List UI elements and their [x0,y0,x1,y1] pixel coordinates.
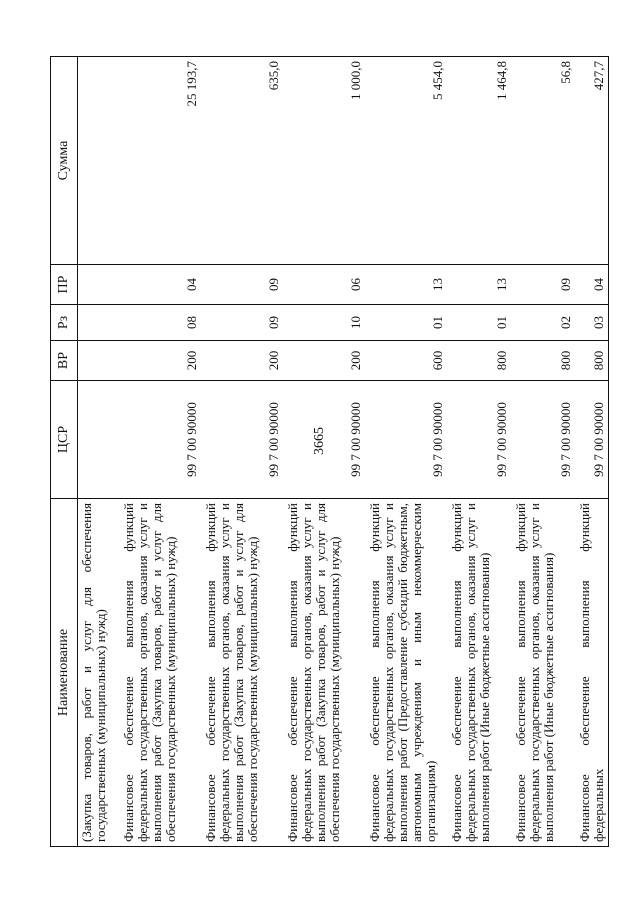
row-vr: 200 [202,341,284,381]
row-name: Финансовое обеспечение выполнения функций федеральных государственных органов, оказания услуг и выполнения работ (Предоставление субсидий бюджетным, автономным учреждениям и иным некоммерческим организациям) [366,499,448,847]
budget-table [50,56,609,847]
row-rz: 09 [202,305,284,341]
rotated-page-content [50,57,606,847]
row-sum: 427,7 [576,57,609,265]
row-vr [78,341,120,381]
table-row [448,57,512,847]
table-row [366,57,448,847]
row-name: Финансовое обеспечение выполнения функций федеральных [576,499,609,847]
row-pr: 04 [120,265,202,305]
row-csr: 99 7 00 90000 [448,381,512,499]
row-sum: 1 000,0 [284,57,366,265]
row-pr: 13 [448,265,512,305]
table-header-row [51,57,78,847]
header-name: Наименование [51,499,78,847]
row-vr: 800 [448,341,512,381]
header-csr: ЦСР [51,381,78,499]
row-rz: 03 [576,305,609,341]
row-pr: 13 [366,265,448,305]
row-rz: 02 [512,305,576,341]
row-rz [78,305,120,341]
row-csr: 99 7 00 90000 [202,381,284,499]
header-vr: ВР [51,341,78,381]
header-sum: Сумма [51,57,78,265]
row-name: Финансовое обеспечение выполнения функций федеральных государственных органов, оказания услуг и выполнения работ (Закупка товаров, работ и услуг для обеспечения государственных (муниципальных) нужд) [120,499,202,847]
row-csr: 99 7 00 90000 [576,381,609,499]
row-csr: 99 7 00 90000 [284,381,366,499]
row-vr: 600 [366,341,448,381]
header-rz: Рз [51,305,78,341]
row-sum: 635,0 [202,57,284,265]
row-name: Финансовое обеспечение выполнения функций федеральных государственных органов, оказания услуг и выполнения работ (Иные бюджетные ассигнования) [512,499,576,847]
row-pr: 06 [284,265,366,305]
row-csr: 99 7 00 90000 [120,381,202,499]
row-vr: 200 [284,341,366,381]
row-rz: 10 [284,305,366,341]
table-row [120,57,202,847]
table-row [284,57,366,847]
table-row [512,57,576,847]
row-pr: 09 [512,265,576,305]
page-number: 3665 [312,427,327,455]
table-row [78,57,120,847]
row-vr: 800 [576,341,609,381]
table-row [202,57,284,847]
row-csr: 99 7 00 90000 [366,381,448,499]
row-pr: 04 [576,265,609,305]
row-csr: 99 7 00 90000 [512,381,576,499]
row-name: (Закупка товаров, работ и услуг для обеспечения государственных (муниципальных) нужд) [78,499,120,847]
row-rz: 08 [120,305,202,341]
row-sum: 1 464,8 [448,57,512,265]
row-rz: 01 [448,305,512,341]
row-csr [78,381,120,499]
row-rz: 01 [366,305,448,341]
row-name: Финансовое обеспечение выполнения функций федеральных государственных органов, оказания услуг и выполнения работ (Закупка товаров, работ и услуг для обеспечения государственных (муниципальных) нужд) [202,499,284,847]
row-name: Финансовое обеспечение выполнения функций федеральных государственных органов, оказания услуг и выполнения работ (Иные бюджетные ассигнования) [448,499,512,847]
row-sum: 5 454,0 [366,57,448,265]
row-sum [78,57,120,265]
row-vr: 200 [120,341,202,381]
row-sum: 25 193,7 [120,57,202,265]
row-pr: 09 [202,265,284,305]
row-vr: 800 [512,341,576,381]
row-name: Финансовое обеспечение выполнения функций федеральных государственных органов, оказания услуг и выполнения работ (Закупка товаров, работ и услуг для обеспечения государственных (муниципальных) нужд) [284,499,366,847]
header-pr: ПР [51,265,78,305]
row-sum: 56,8 [512,57,576,265]
row-pr [78,265,120,305]
table-row [576,57,609,847]
